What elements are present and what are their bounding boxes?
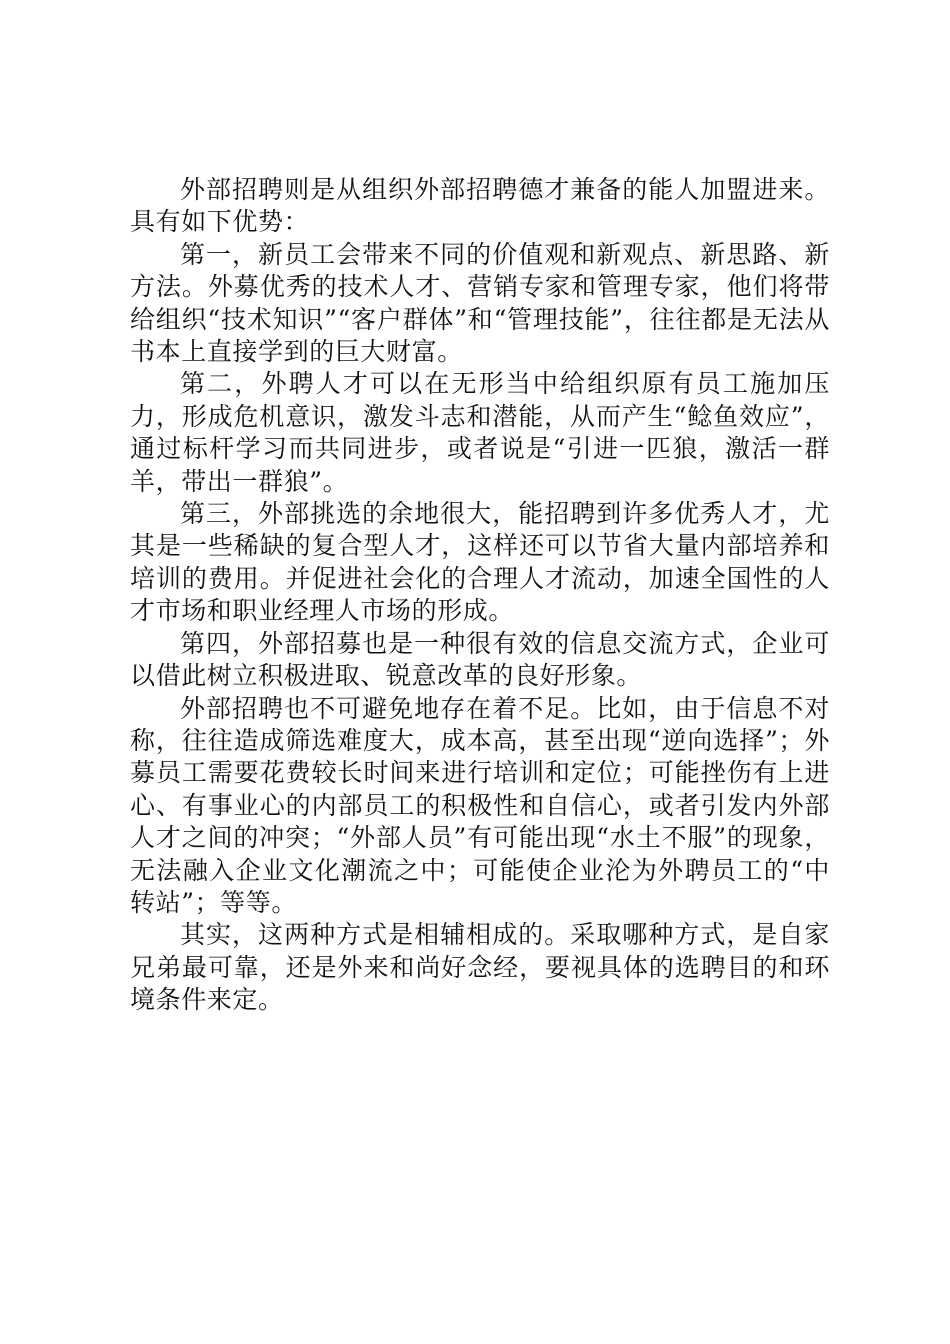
paragraph-advantage-3: 第三，外部挑选的余地很大，能招聘到许多优秀人才，尤其是一些稀缺的复合型人才，这样还可以节省大量内部培养和培训的费用。并促进社会化的合理人才流动，加速全国性的人才市场和职业经理人市场的形成。 <box>130 499 830 626</box>
paragraph-conclusion: 其实，这两种方式是相辅相成的。采取哪种方式，是自家兄弟最可靠，还是外来和尚好念经，要视具体的选聘目的和环境条件来定。 <box>130 920 830 1015</box>
paragraph-advantage-1: 第一，新员工会带来不同的价值观和新观点、新思路、新方法。外募优秀的技术人才、营销专家和管理专家，他们将带给组织“技术知识”“客户群体”和“管理技能”，往往都是无法从书本上直接学到的巨大财富。 <box>130 239 830 367</box>
paragraph-disadvantages: 外部招聘也不可避免地存在着不足。比如，由于信息不对称，往往造成筛选难度大，成本高，甚至出现“逆向选择”；外募员工需要花费较长时间来进行培训和定位；可能挫伤有上进心、有事业心的内部员工的积极性和自信心，或者引发内外部人才之间的冲突；“外部人员”有可能出现“水土不服”的现象，无法融入企业文化潮流之中；可能使企业沦为外聘员工的“中转站”；等等。 <box>130 693 830 917</box>
paragraph-advantage-4: 第四，外部招募也是一种很有效的信息交流方式，企业可以借此树立积极进取、锐意改革的良好形象。 <box>130 628 830 691</box>
paragraph-advantage-2: 第二，外聘人才可以在无形当中给组织原有员工施加压力，形成危机意识，激发斗志和潜能，从而产生“鲶鱼效应”，通过标杆学习而共同进步，或者说是“引进一匹狼，激活一群羊，带出一群狼”。 <box>130 369 830 496</box>
paragraph-external-recruitment-intro: 外部招聘则是从组织外部招聘德才兼备的能人加盟进来。具有如下优势： <box>130 175 830 237</box>
document-body <box>130 174 830 1017</box>
